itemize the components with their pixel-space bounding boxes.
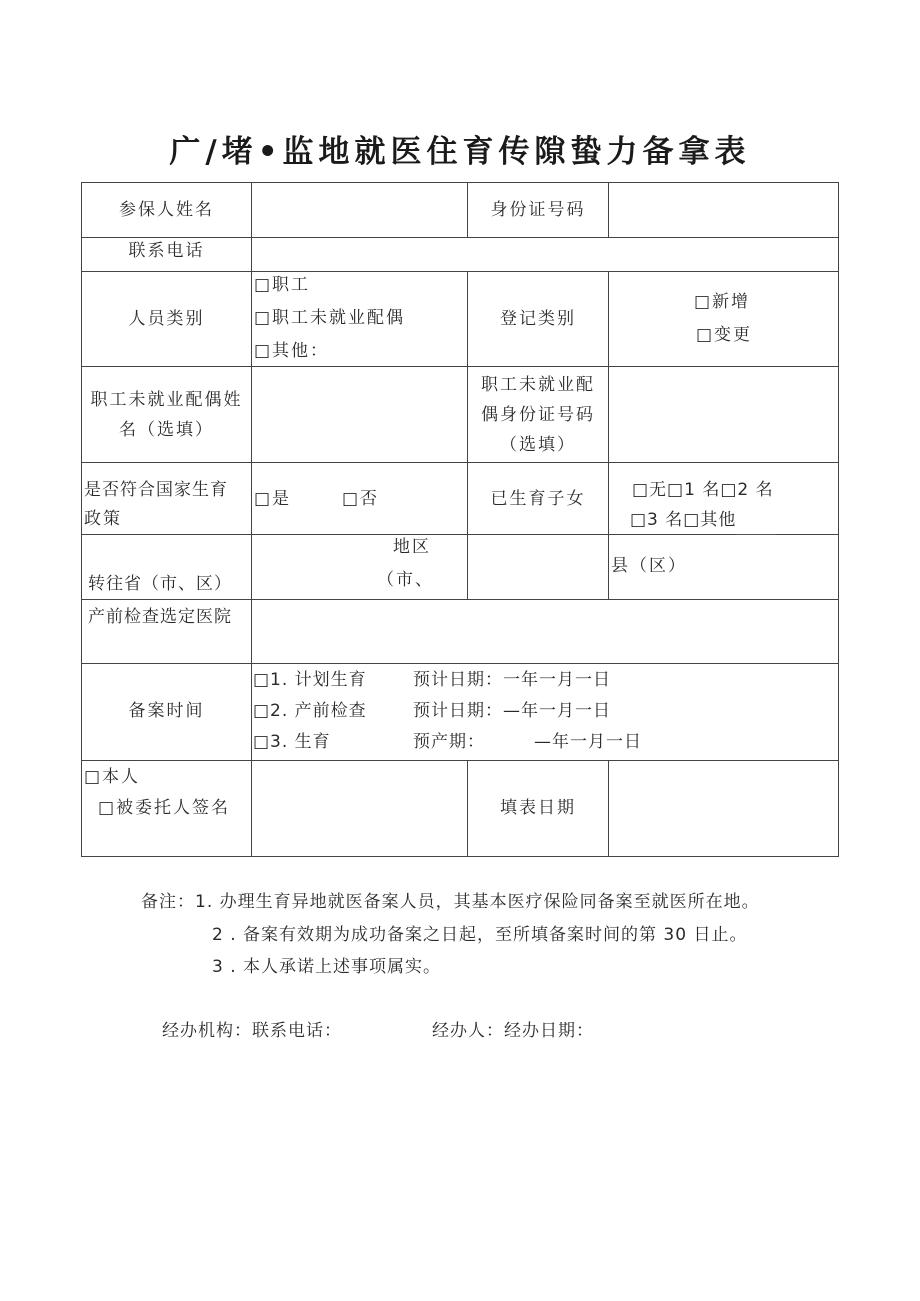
registration-option-change[interactable]: □变更 <box>696 325 753 345</box>
due-date-value: —年一月一日 <box>534 732 642 752</box>
page-title: 广/堵•监地就医住育传隙蛰力备拿表 <box>169 134 751 170</box>
spouse-name-label-line2: 名（选填） <box>119 420 214 440</box>
row-divider <box>81 663 839 664</box>
expected-date-1: 预计日期：一年一月一日 <box>413 670 611 690</box>
insured-name-label: 参保人姓名 <box>119 200 214 220</box>
note-2: 2 . 备案有效期为成功备案之日起，至所填备案时间的第 30 日止。 <box>212 925 748 945</box>
spouse-id-label-line1: 职工未就业配 <box>481 375 595 395</box>
hospital-label: 产前检查选定医院 <box>88 607 232 627</box>
expected-date-2: 预计日期：—年一月一日 <box>413 701 611 721</box>
transfer-county-label: 县（区） <box>611 556 687 576</box>
children-options-line2[interactable] <box>630 505 776 535</box>
category-option-employee[interactable]: □职工 <box>254 275 311 295</box>
agency-contact-label: 经办机构：联系电话： <box>162 1021 342 1041</box>
handler-date-label: 经办人：经办日期： <box>432 1021 594 1041</box>
sign-option-self[interactable]: □本人 <box>84 767 141 787</box>
policy-label-line2: 政策 <box>84 509 122 529</box>
id-number-input[interactable] <box>609 183 838 237</box>
filing-time-label: 备案时间 <box>128 701 205 721</box>
fill-date-input[interactable] <box>609 761 838 856</box>
spouse-id-input[interactable] <box>609 367 838 462</box>
row-divider <box>81 271 839 272</box>
transfer-province-label: 转往省（市、区） <box>88 574 232 594</box>
children-other-blank[interactable] <box>736 518 776 535</box>
row-divider <box>81 462 839 463</box>
time-option-prenatal[interactable]: □2. 产前检查 <box>253 701 367 721</box>
insured-name-input[interactable] <box>252 183 467 237</box>
transfer-city-label: （市、 <box>377 570 434 590</box>
policy-option-yes[interactable]: □是 <box>254 489 292 509</box>
children-options-line1[interactable]: □无□1 名□2 名 <box>632 480 774 500</box>
spouse-name-label-line1: 职工未就业配偶姓 <box>90 390 243 410</box>
signature-input[interactable] <box>252 761 467 856</box>
children-options-text: □3 名□其他 <box>630 510 737 530</box>
transfer-region-label: 地区 <box>393 537 431 557</box>
children-label: 已生育子女 <box>490 489 586 509</box>
category-option-other[interactable]: □其他： <box>254 341 330 361</box>
spouse-id-label-line3: （选填） <box>500 435 576 455</box>
category-option-spouse[interactable]: □职工未就业配偶 <box>254 308 406 328</box>
note-1: 备注：1. 办理生育异地就医备案人员，其基本医疗保险同备案至就医所在地。 <box>141 892 760 912</box>
registration-type-label: 登记类别 <box>500 309 576 329</box>
registration-option-new[interactable]: □新增 <box>694 292 751 312</box>
due-date-label: 预产期： <box>413 732 485 752</box>
spouse-id-label-line2: 偶身份证号码 <box>481 405 595 425</box>
policy-option-no[interactable]: □否 <box>342 489 380 509</box>
phone-label: 联系电话 <box>128 241 205 261</box>
spouse-name-input[interactable] <box>252 367 467 462</box>
table-border-right <box>838 182 839 857</box>
time-option-birth[interactable]: □3. 生育 <box>253 732 331 752</box>
id-number-label: 身份证号码 <box>490 200 586 220</box>
column-divider <box>251 182 252 857</box>
transfer-region-input[interactable] <box>468 535 608 599</box>
policy-label-line1: 是否符合国家生育 <box>84 480 228 500</box>
time-option-family-planning[interactable]: □1. 计划生育 <box>253 670 367 690</box>
table-border-bottom <box>81 856 839 857</box>
table-border-left <box>81 182 82 857</box>
hospital-input[interactable] <box>252 600 838 663</box>
person-category-label: 人员类别 <box>128 309 205 329</box>
note-3: 3 . 本人承诺上述事项属实。 <box>212 957 442 977</box>
phone-input[interactable] <box>252 238 838 271</box>
fill-date-label: 填表日期 <box>500 798 576 818</box>
sign-option-delegate[interactable]: □被委托人签名 <box>98 798 231 818</box>
